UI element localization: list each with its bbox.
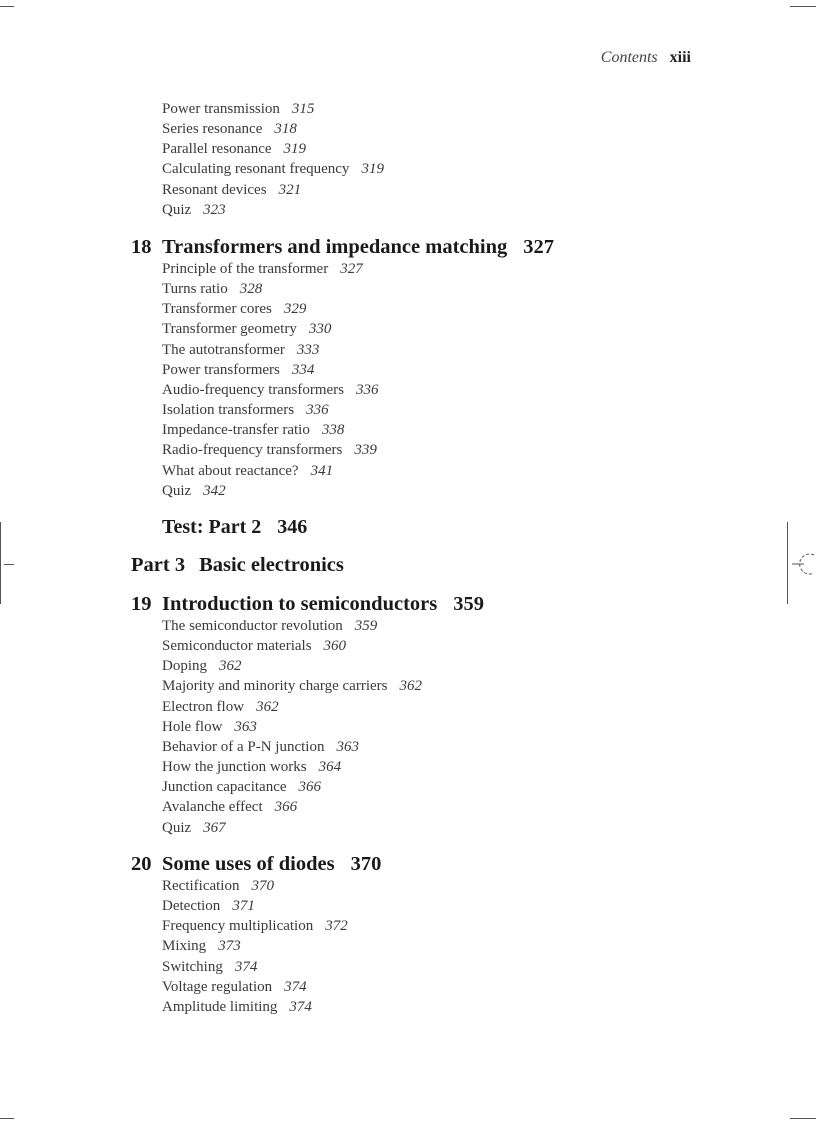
chapter-heading — [131, 592, 776, 616]
toc-entry — [162, 319, 776, 339]
toc-entry-page: 330 — [308, 321, 332, 338]
toc-entry-page: 328 — [239, 281, 263, 298]
toc-entry-title: What about reactance? — [162, 462, 299, 479]
toc-entry — [162, 380, 776, 400]
toc-entry-page: 359 — [354, 618, 378, 634]
chapter-title: Some uses of diodes — [162, 853, 335, 875]
toc-entry-page: 363 — [234, 718, 257, 735]
toc-entry-page: 367 — [203, 819, 226, 836]
toc-entry-page: 333 — [296, 341, 320, 358]
toc-entry — [162, 159, 776, 179]
chapter-title: Transformers and impedance matching — [162, 236, 508, 258]
toc-entry-title: Transformer cores — [162, 301, 272, 318]
toc-entry-page: 318 — [274, 121, 297, 138]
crop-mark-bottom-right — [790, 1118, 816, 1119]
toc-entry — [162, 481, 776, 501]
registration-mark-left-tick — [4, 564, 14, 565]
registration-mark-right-vertical — [787, 522, 788, 604]
toc-entry — [162, 360, 776, 380]
test-title: Test: Part 2 — [162, 516, 262, 538]
toc-entry — [162, 957, 776, 977]
toc-entry-page: 370 — [251, 878, 274, 894]
toc-entry-title: Parallel resonance — [162, 141, 272, 158]
toc-entry-page: 327 — [340, 261, 363, 277]
toc-entry-page: 360 — [323, 638, 347, 655]
toc-entry-page: 336 — [306, 402, 329, 419]
toc-entry-title: Switching — [162, 958, 223, 975]
toc-entry — [162, 777, 776, 797]
toc-entry-page: 366 — [274, 799, 298, 816]
toc-entry-title: Calculating resonant frequency — [162, 161, 350, 178]
chapter-heading — [131, 235, 776, 259]
toc-entry-title: Impedance-transfer ratio — [162, 422, 310, 439]
toc-entry-page: 362 — [219, 658, 242, 675]
crop-mark-bottom-left — [0, 1118, 14, 1119]
toc-entry-title: Series resonance — [162, 121, 263, 138]
chapter-18-entries — [162, 259, 776, 501]
toc-entry-title: Electron flow — [162, 698, 245, 715]
toc-entry-page: 341 — [310, 462, 334, 479]
toc-entry — [162, 737, 776, 757]
part-heading — [131, 553, 776, 577]
toc-entry-title: Power transmission — [162, 101, 280, 117]
toc-entry-page: 366 — [298, 779, 322, 796]
toc-entry — [162, 896, 776, 916]
toc-entry-page: 323 — [203, 201, 226, 218]
toc-entry-page: 363 — [336, 738, 359, 755]
chapter-number: 18 — [131, 236, 152, 258]
chapter-heading — [131, 852, 776, 876]
toc-entry-page: 362 — [399, 678, 422, 695]
toc-entry-page: 373 — [218, 938, 241, 955]
toc-entry — [162, 876, 776, 896]
toc-entry-page: 336 — [356, 381, 379, 398]
crop-mark-top-right — [790, 6, 816, 7]
test-page: 346 — [277, 516, 308, 538]
toc-entry-title: Mixing — [162, 938, 207, 955]
toc-entry-title: Transformer geometry — [162, 321, 297, 338]
toc-entry — [162, 916, 776, 936]
toc-entry — [162, 636, 776, 656]
toc-entry — [162, 977, 776, 997]
toc-entry-title: The semiconductor revolution — [162, 618, 343, 634]
toc-entry — [162, 119, 776, 139]
toc-entry — [162, 420, 776, 440]
toc-entry-title: Avalanche effect — [162, 799, 263, 816]
part-3 — [131, 553, 776, 577]
toc-entry — [162, 757, 776, 777]
toc-entry-title: The autotransformer — [162, 341, 285, 358]
toc-entry — [162, 400, 776, 420]
toc-entry-page: 321 — [278, 181, 302, 198]
chapter-number: 20 — [131, 853, 152, 875]
toc-entry — [162, 676, 776, 696]
toc-entry-title: Principle of the transformer — [162, 261, 329, 277]
continued-entries-list — [162, 99, 776, 220]
toc-entry — [162, 139, 776, 159]
toc-entry-title: Frequency multiplication — [162, 918, 314, 935]
test-part-2 — [131, 515, 776, 539]
chapter-number: 19 — [131, 593, 152, 615]
toc-entry-title: Amplitude limiting — [162, 998, 278, 1015]
toc-entry-title: Hole flow — [162, 718, 223, 735]
toc-entry-title: Rectification — [162, 878, 240, 894]
chapter-20 — [131, 852, 776, 1017]
toc-entry — [162, 717, 776, 737]
toc-entry — [162, 279, 776, 299]
toc-entry-title: How the junction works — [162, 759, 307, 776]
chapter-18 — [131, 235, 776, 501]
toc-entry-page: 338 — [321, 422, 345, 439]
toc-entry-title: Quiz — [162, 819, 192, 836]
toc-entry — [162, 997, 776, 1017]
toc-entry-title: Audio-frequency transformers — [162, 381, 345, 398]
toc-entry-page: 374 — [234, 958, 258, 975]
toc-entry — [162, 99, 776, 119]
toc-entry — [162, 259, 776, 279]
toc-entry-title: Power transformers — [162, 361, 280, 378]
chapter-title: Introduction to semiconductors — [162, 593, 438, 615]
toc-entry-title: Semiconductor materials — [162, 638, 312, 655]
running-header-title: Contents — [600, 49, 658, 66]
toc-entry — [162, 299, 776, 319]
toc-entry — [162, 656, 776, 676]
chapter-page: 370 — [350, 853, 382, 875]
toc-entry-page: 315 — [291, 101, 315, 117]
continued-section — [131, 99, 776, 220]
registration-mark-left-vertical — [0, 522, 1, 604]
toc-entry-page: 374 — [289, 998, 312, 1015]
test-heading — [162, 515, 776, 539]
part-label: Part 3 — [131, 554, 186, 576]
toc-entry-page: 371 — [232, 898, 255, 915]
registration-circle-icon — [792, 552, 816, 576]
chapter-19 — [131, 592, 776, 838]
toc-entry-page: 372 — [325, 918, 348, 935]
chapter-page: 359 — [453, 593, 484, 615]
toc-entry — [162, 440, 776, 460]
running-header — [601, 49, 691, 67]
toc-entry-page: 319 — [361, 161, 384, 178]
part-title: Basic electronics — [199, 554, 344, 576]
toc-entry — [162, 461, 776, 481]
toc-entry-page: 342 — [203, 482, 226, 499]
toc-entry-title: Doping — [162, 658, 207, 675]
toc-entry-title: Turns ratio — [162, 281, 228, 298]
toc-entry-title: Quiz — [162, 201, 192, 218]
running-header-page-number: xiii — [669, 49, 691, 66]
toc-entry-title: Majority and minority charge carriers — [162, 678, 388, 695]
toc-entry-title: Quiz — [162, 482, 192, 499]
toc-entry-title: Isolation transformers — [162, 402, 295, 419]
toc-entry — [162, 616, 776, 636]
toc-entry-page: 362 — [256, 698, 279, 715]
chapter-19-entries — [162, 616, 776, 838]
toc-entry-title: Voltage regulation — [162, 978, 273, 995]
crop-mark-top-left — [0, 6, 14, 7]
toc-entry-page: 364 — [318, 759, 342, 776]
toc-entry-page: 339 — [354, 442, 377, 459]
toc-entry-page: 374 — [284, 978, 307, 995]
toc-entry-title: Resonant devices — [162, 181, 267, 198]
chapter-20-entries — [162, 876, 776, 1017]
toc-entry — [162, 200, 776, 220]
toc-entry — [162, 697, 776, 717]
toc-entry-title: Detection — [162, 898, 221, 915]
toc-entry — [162, 797, 776, 817]
toc-entry-page: 319 — [283, 141, 307, 158]
toc-entry — [162, 180, 776, 200]
chapter-page: 327 — [523, 236, 555, 258]
toc-entry-title: Behavior of a P-N junction — [162, 738, 325, 755]
toc-entry — [162, 936, 776, 956]
toc-entry — [162, 340, 776, 360]
toc-entry-title: Radio-frequency transformers — [162, 442, 343, 459]
toc-entry — [162, 818, 776, 838]
toc-entry-page: 329 — [283, 301, 307, 318]
toc-entry-page: 334 — [291, 361, 315, 378]
toc-entry-title: Junction capacitance — [162, 779, 287, 796]
